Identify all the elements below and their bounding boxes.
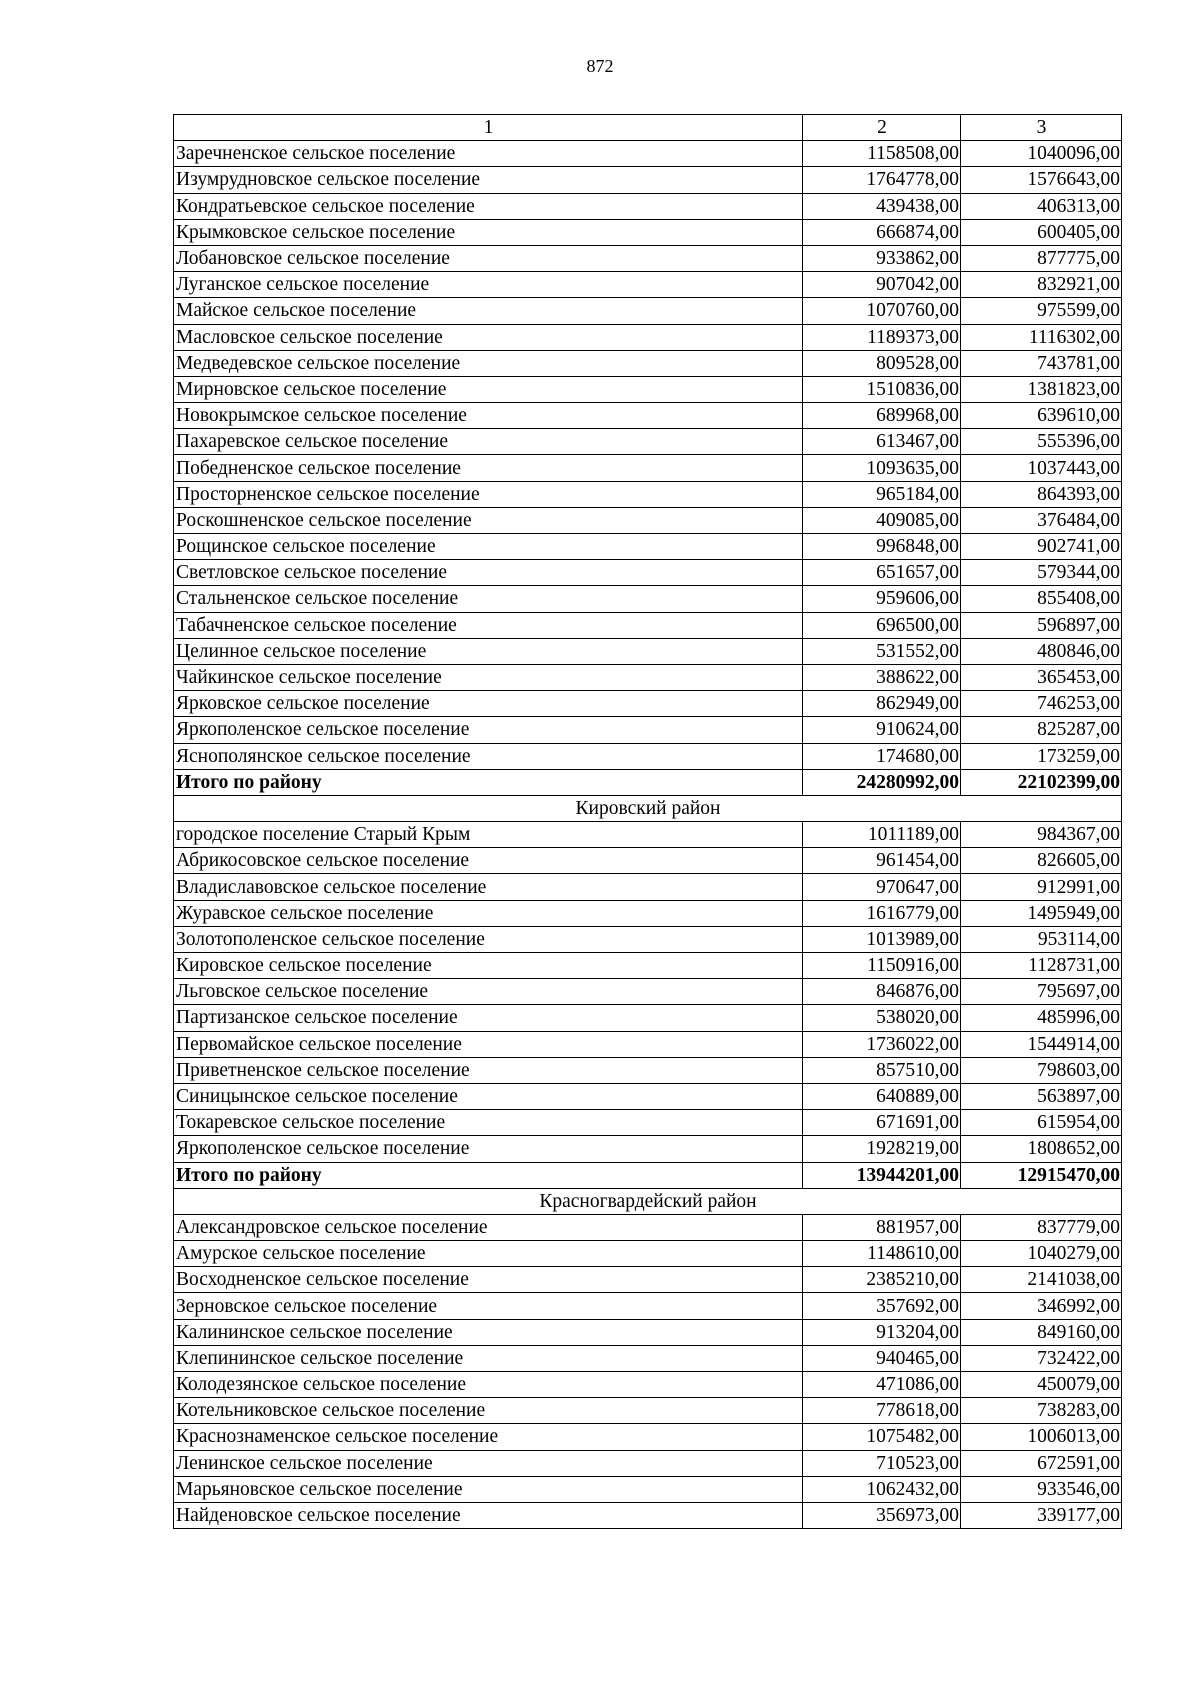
table-body [174,115,1122,1529]
settlement-name: Лобановское сельское поселение [174,245,803,271]
amount-col-3: 795697,00 [961,979,1122,1005]
table-row [174,403,1122,429]
amount-col-3: 1128731,00 [961,953,1122,979]
amount-col-2: 356973,00 [803,1502,961,1528]
settlement-name: Целинное сельское поселение [174,638,803,664]
amount-col-3: 826605,00 [961,848,1122,874]
table-row [174,1502,1122,1528]
table-row [174,1267,1122,1293]
amount-col-3: 555396,00 [961,429,1122,455]
amount-col-2: 857510,00 [803,1057,961,1083]
amount-col-2: 881957,00 [803,1214,961,1240]
table-row [174,1057,1122,1083]
table-row [174,507,1122,533]
settlement-name: Мирновское сельское поселение [174,376,803,402]
settlement-name: Стальненское сельское поселение [174,586,803,612]
amount-col-3: 615954,00 [961,1110,1122,1136]
table-row [174,1450,1122,1476]
settlement-name: Чайкинское сельское поселение [174,664,803,690]
settlement-name: Рощинское сельское поселение [174,534,803,560]
total-label: Итого по району [174,769,803,795]
amount-col-2: 388622,00 [803,664,961,690]
column-header-1: 1 [174,115,803,141]
table-row [174,953,1122,979]
amount-col-2: 689968,00 [803,403,961,429]
amount-col-3: 877775,00 [961,245,1122,271]
amount-col-2: 809528,00 [803,350,961,376]
section-title-row [174,1188,1122,1214]
amount-col-2: 996848,00 [803,534,961,560]
settlement-name: Ленинское сельское поселение [174,1450,803,1476]
table-row [174,979,1122,1005]
settlement-name: Кировское сельское поселение [174,953,803,979]
amount-col-2: 1070760,00 [803,298,961,324]
total-col-2: 24280992,00 [803,769,961,795]
amount-col-2: 1510836,00 [803,376,961,402]
amount-col-3: 984367,00 [961,822,1122,848]
amount-col-2: 1148610,00 [803,1241,961,1267]
amount-col-2: 959606,00 [803,586,961,612]
amount-col-2: 965184,00 [803,481,961,507]
amount-col-3: 738283,00 [961,1398,1122,1424]
amount-col-3: 837779,00 [961,1214,1122,1240]
table-row [174,298,1122,324]
amount-col-3: 173259,00 [961,743,1122,769]
amount-col-3: 1544914,00 [961,1031,1122,1057]
amount-col-2: 1011189,00 [803,822,961,848]
table-row [174,1083,1122,1109]
table-row [174,481,1122,507]
amount-col-2: 940465,00 [803,1345,961,1371]
amount-col-2: 174680,00 [803,743,961,769]
table-row [174,874,1122,900]
settlement-name: Медведевское сельское поселение [174,350,803,376]
amount-col-3: 480846,00 [961,638,1122,664]
table-row [174,1372,1122,1398]
settlement-name: Масловское сельское поселение [174,324,803,350]
table-row [174,324,1122,350]
settlement-name: Пахаревское сельское поселение [174,429,803,455]
amount-col-3: 1808652,00 [961,1136,1122,1162]
amount-col-3: 902741,00 [961,534,1122,560]
amount-col-3: 975599,00 [961,298,1122,324]
settlement-name: Колодезянское сельское поселение [174,1372,803,1398]
amount-col-2: 640889,00 [803,1083,961,1109]
section-title-row [174,795,1122,821]
settlement-name: Кондратьевское сельское поселение [174,193,803,219]
amount-col-2: 1013989,00 [803,926,961,952]
total-col-2: 13944201,00 [803,1162,961,1188]
settlement-name: Зерновское сельское поселение [174,1293,803,1319]
settlement-name: Яснополянское сельское поселение [174,743,803,769]
amount-col-2: 846876,00 [803,979,961,1005]
total-row [174,769,1122,795]
amount-col-3: 953114,00 [961,926,1122,952]
settlement-name: Майское сельское поселение [174,298,803,324]
settlement-name: Журавское сельское поселение [174,900,803,926]
table-row [174,1005,1122,1031]
settlement-name: Калининское сельское поселение [174,1319,803,1345]
table-row [174,612,1122,638]
settlement-name: Победненское сельское поселение [174,455,803,481]
settlement-name: Изумрудновское сельское поселение [174,167,803,193]
amount-col-2: 696500,00 [803,612,961,638]
amount-col-2: 531552,00 [803,638,961,664]
amount-col-3: 639610,00 [961,403,1122,429]
amount-col-3: 672591,00 [961,1450,1122,1476]
amount-col-2: 913204,00 [803,1319,961,1345]
amount-col-3: 563897,00 [961,1083,1122,1109]
amount-col-2: 1928219,00 [803,1136,961,1162]
amount-col-2: 1093635,00 [803,455,961,481]
table-row [174,193,1122,219]
amount-col-2: 970647,00 [803,874,961,900]
amount-col-2: 907042,00 [803,272,961,298]
amount-col-3: 798603,00 [961,1057,1122,1083]
settlement-name: Заречненское сельское поселение [174,141,803,167]
settlement-name: Восходненское сельское поселение [174,1267,803,1293]
settlement-name: Найденовское сельское поселение [174,1502,803,1528]
amount-col-3: 376484,00 [961,507,1122,533]
table-row [174,1214,1122,1240]
amount-col-3: 1495949,00 [961,900,1122,926]
table-row [174,1476,1122,1502]
district-title: Кировский район [174,795,1122,821]
amount-col-3: 1040279,00 [961,1241,1122,1267]
amount-col-2: 710523,00 [803,1450,961,1476]
settlement-name: Партизанское сельское поселение [174,1005,803,1031]
amount-col-2: 1150916,00 [803,953,961,979]
settlement-name: Крымковское сельское поселение [174,219,803,245]
amount-col-2: 933862,00 [803,245,961,271]
amount-col-2: 1158508,00 [803,141,961,167]
settlement-name: Амурское сельское поселение [174,1241,803,1267]
table-row [174,1398,1122,1424]
amount-col-3: 596897,00 [961,612,1122,638]
table-row [174,1293,1122,1319]
settlement-name: Приветненское сельское поселение [174,1057,803,1083]
table-row [174,1110,1122,1136]
amount-col-3: 600405,00 [961,219,1122,245]
table-header-row [174,115,1122,141]
table-row [174,376,1122,402]
amount-col-2: 357692,00 [803,1293,961,1319]
amount-col-2: 862949,00 [803,691,961,717]
amount-col-2: 471086,00 [803,1372,961,1398]
table-row [174,1136,1122,1162]
table-row [174,717,1122,743]
settlement-name: Абрикосовское сельское поселение [174,848,803,874]
district-title: Красногвардейский район [174,1188,1122,1214]
amount-col-2: 1189373,00 [803,324,961,350]
amount-col-3: 406313,00 [961,193,1122,219]
amount-col-3: 849160,00 [961,1319,1122,1345]
page-number: 872 [586,56,614,76]
amount-col-2: 671691,00 [803,1110,961,1136]
table-row [174,900,1122,926]
amount-col-3: 864393,00 [961,481,1122,507]
total-col-3: 12915470,00 [961,1162,1122,1188]
table-row [174,429,1122,455]
table-row [174,167,1122,193]
amount-col-3: 1040096,00 [961,141,1122,167]
column-header-2: 2 [803,115,961,141]
amount-col-3: 485996,00 [961,1005,1122,1031]
table-row [174,691,1122,717]
table-row [174,743,1122,769]
budget-table [173,114,1122,1529]
total-col-3: 22102399,00 [961,769,1122,795]
amount-col-3: 2141038,00 [961,1267,1122,1293]
column-header-3: 3 [961,115,1122,141]
amount-col-3: 346992,00 [961,1293,1122,1319]
table-row [174,219,1122,245]
table-row [174,848,1122,874]
settlement-name: Клепининское сельское поселение [174,1345,803,1371]
amount-col-3: 912991,00 [961,874,1122,900]
settlement-name: Луганское сельское поселение [174,272,803,298]
table-row [174,534,1122,560]
settlement-name: Яркополенское сельское поселение [174,1136,803,1162]
settlement-name: Александровское сельское поселение [174,1214,803,1240]
table-row [174,1241,1122,1267]
amount-col-3: 855408,00 [961,586,1122,612]
amount-col-3: 832921,00 [961,272,1122,298]
table-row [174,1345,1122,1371]
amount-col-3: 339177,00 [961,1502,1122,1528]
amount-col-2: 2385210,00 [803,1267,961,1293]
amount-col-3: 365453,00 [961,664,1122,690]
settlement-name: Владиславовское сельское поселение [174,874,803,900]
table-row [174,1319,1122,1345]
settlement-name: Просторненское сельское поселение [174,481,803,507]
settlement-name: Яркополенское сельское поселение [174,717,803,743]
amount-col-3: 825287,00 [961,717,1122,743]
amount-col-3: 579344,00 [961,560,1122,586]
settlement-name: Синицынское сельское поселение [174,1083,803,1109]
settlement-name: Роскошненское сельское поселение [174,507,803,533]
settlement-name: Табачненское сельское поселение [174,612,803,638]
amount-col-3: 1381823,00 [961,376,1122,402]
settlement-name: городское поселение Старый Крым [174,822,803,848]
amount-col-2: 651657,00 [803,560,961,586]
table-row [174,141,1122,167]
amount-col-2: 1736022,00 [803,1031,961,1057]
amount-col-2: 778618,00 [803,1398,961,1424]
amount-col-2: 439438,00 [803,193,961,219]
table-row [174,272,1122,298]
table-row [174,664,1122,690]
amount-col-3: 746253,00 [961,691,1122,717]
amount-col-3: 743781,00 [961,350,1122,376]
settlement-name: Золотополенское сельское поселение [174,926,803,952]
amount-col-2: 910624,00 [803,717,961,743]
table-row [174,455,1122,481]
settlement-name: Марьяновское сельское поселение [174,1476,803,1502]
amount-col-2: 666874,00 [803,219,961,245]
amount-col-3: 450079,00 [961,1372,1122,1398]
amount-col-3: 1576643,00 [961,167,1122,193]
table-row [174,560,1122,586]
settlement-name: Светловское сельское поселение [174,560,803,586]
amount-col-3: 732422,00 [961,1345,1122,1371]
settlement-name: Первомайское сельское поселение [174,1031,803,1057]
amount-col-2: 1075482,00 [803,1424,961,1450]
settlement-name: Котельниковское сельское поселение [174,1398,803,1424]
amount-col-2: 1062432,00 [803,1476,961,1502]
table-row [174,1031,1122,1057]
amount-col-2: 1616779,00 [803,900,961,926]
amount-col-2: 1764778,00 [803,167,961,193]
amount-col-2: 409085,00 [803,507,961,533]
total-row [174,1162,1122,1188]
amount-col-2: 538020,00 [803,1005,961,1031]
table-row [174,822,1122,848]
amount-col-3: 1116302,00 [961,324,1122,350]
amount-col-3: 933546,00 [961,1476,1122,1502]
amount-col-2: 613467,00 [803,429,961,455]
table-row [174,586,1122,612]
settlement-name: Краснознаменское сельское поселение [174,1424,803,1450]
table-row [174,926,1122,952]
settlement-name: Токаревское сельское поселение [174,1110,803,1136]
table-row [174,638,1122,664]
amount-col-3: 1006013,00 [961,1424,1122,1450]
total-label: Итого по району [174,1162,803,1188]
amount-col-3: 1037443,00 [961,455,1122,481]
settlement-name: Ярковское сельское поселение [174,691,803,717]
amount-col-2: 961454,00 [803,848,961,874]
table-row [174,1424,1122,1450]
table-row [174,245,1122,271]
settlement-name: Новокрымское сельское поселение [174,403,803,429]
settlement-name: Льговское сельское поселение [174,979,803,1005]
table-row [174,350,1122,376]
